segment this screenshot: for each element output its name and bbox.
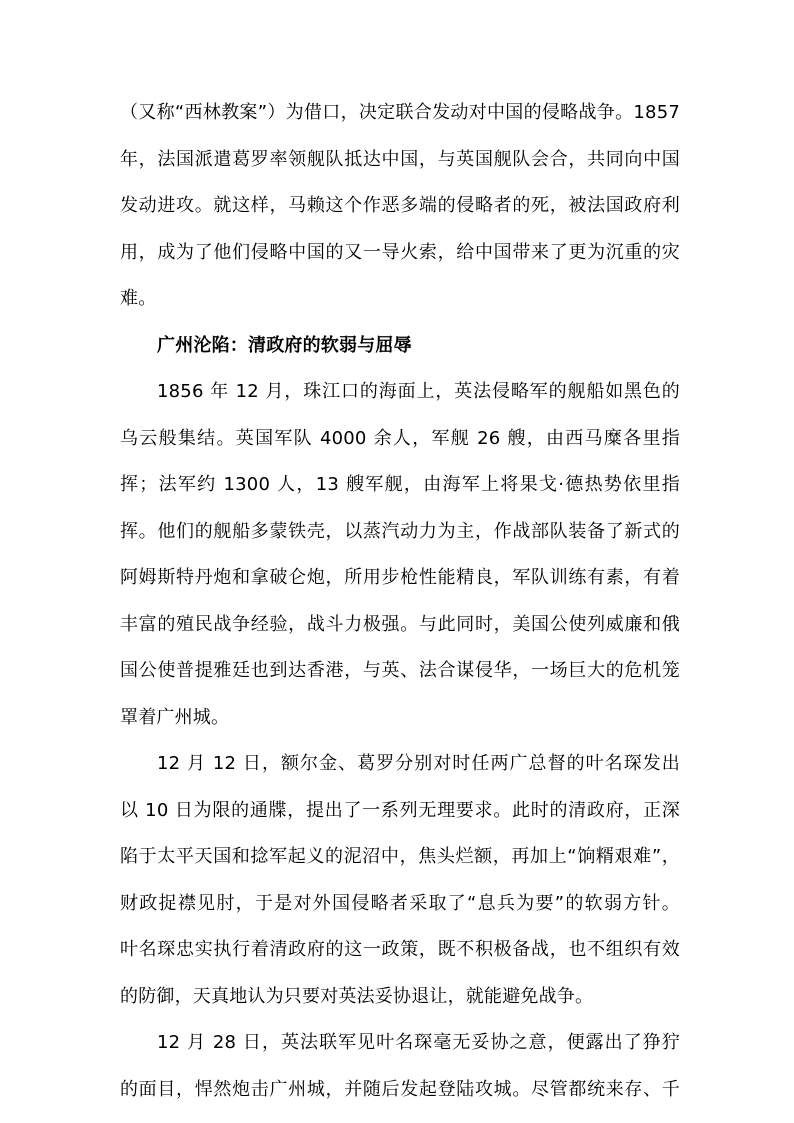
text-line-8: 乌云般集结。英国军队 4000 余人，军舰 26 艘，由西马糜各里指 [120, 427, 680, 449]
text-line-12: 丰富的殖民战争经验，战斗力极强。与此同时，美国公使列威廉和俄 [120, 613, 680, 635]
text-line-22: 的面目，悍然炮击广州城，并随后发起登陆攻城。尽管都统来存、千 [120, 1078, 680, 1100]
text-line-13: 国公使普提雅廷也到达香港，与英、法合谋侵华，一场巨大的危机笼 [120, 660, 680, 681]
text-line-18: 财政捉襟见肘，于是对外国侵略者采取了“息兵为要”的软弱方针。 [120, 892, 680, 914]
section-heading: 广州沦陷：清政府的软弱与屈辱 [157, 334, 412, 356]
text-line-4: 用，成为了他们侵略中国的又一导火索，给中国带来了更为沉重的灾 [120, 241, 680, 263]
text-line-21: 12 月 28 日，英法联军见叶名琛毫无妥协之意，便露出了狰狞 [157, 1032, 680, 1053]
text-line-11: 阿姆斯特丹炮和拿破仑炮，所用步枪性能精良，军队训练有素，有着 [120, 567, 680, 588]
text-line-14: 罩着广州城。 [120, 706, 230, 728]
text-line-10: 挥。他们的舰船多蒙铁壳，以蒸汽动力为主，作战部队装备了新式的 [120, 520, 680, 542]
text-line-15: 12 月 12 日，额尔金、葛罗分别对时任两广总督的叶名琛发出 [157, 753, 680, 774]
text-line-19: 叶名琛忠实执行着清政府的这一政策，既不积极备战，也不组织有效 [120, 939, 680, 960]
text-line-1: （又称“西林教案”）为借口，决定联合发动对中国的侵略战争。1857 [120, 102, 680, 123]
text-line-9: 挥；法军约 1300 人，13 艘军舰，由海军上将果戈·德热势依里指 [120, 474, 680, 495]
text-line-16: 以 10 日为限的通牒，提出了一系列无理要求。此时的清政府，正深 [120, 799, 680, 821]
text-line-17: 陷于太平天国和捻军起义的泥沼中，焦头烂额，再加上“饷糈艰难”， [120, 846, 680, 867]
text-line-20: 的防御，天真地认为只要对英法妥协退让，就能避免战争。 [120, 985, 594, 1007]
text-line-5: 难。 [120, 288, 157, 309]
text-line-2: 年，法国派遣葛罗率领舰队抵达中国，与英国舰队会合，共同向中国 [120, 148, 680, 170]
text-line-7: 1856 年 12 月，珠江口的海面上，英法侵略军的舰船如黑色的 [157, 381, 680, 402]
text-line-3: 发动进攻。就这样，马赖这个作恶多端的侵略者的死，被法国政府利 [120, 195, 680, 216]
